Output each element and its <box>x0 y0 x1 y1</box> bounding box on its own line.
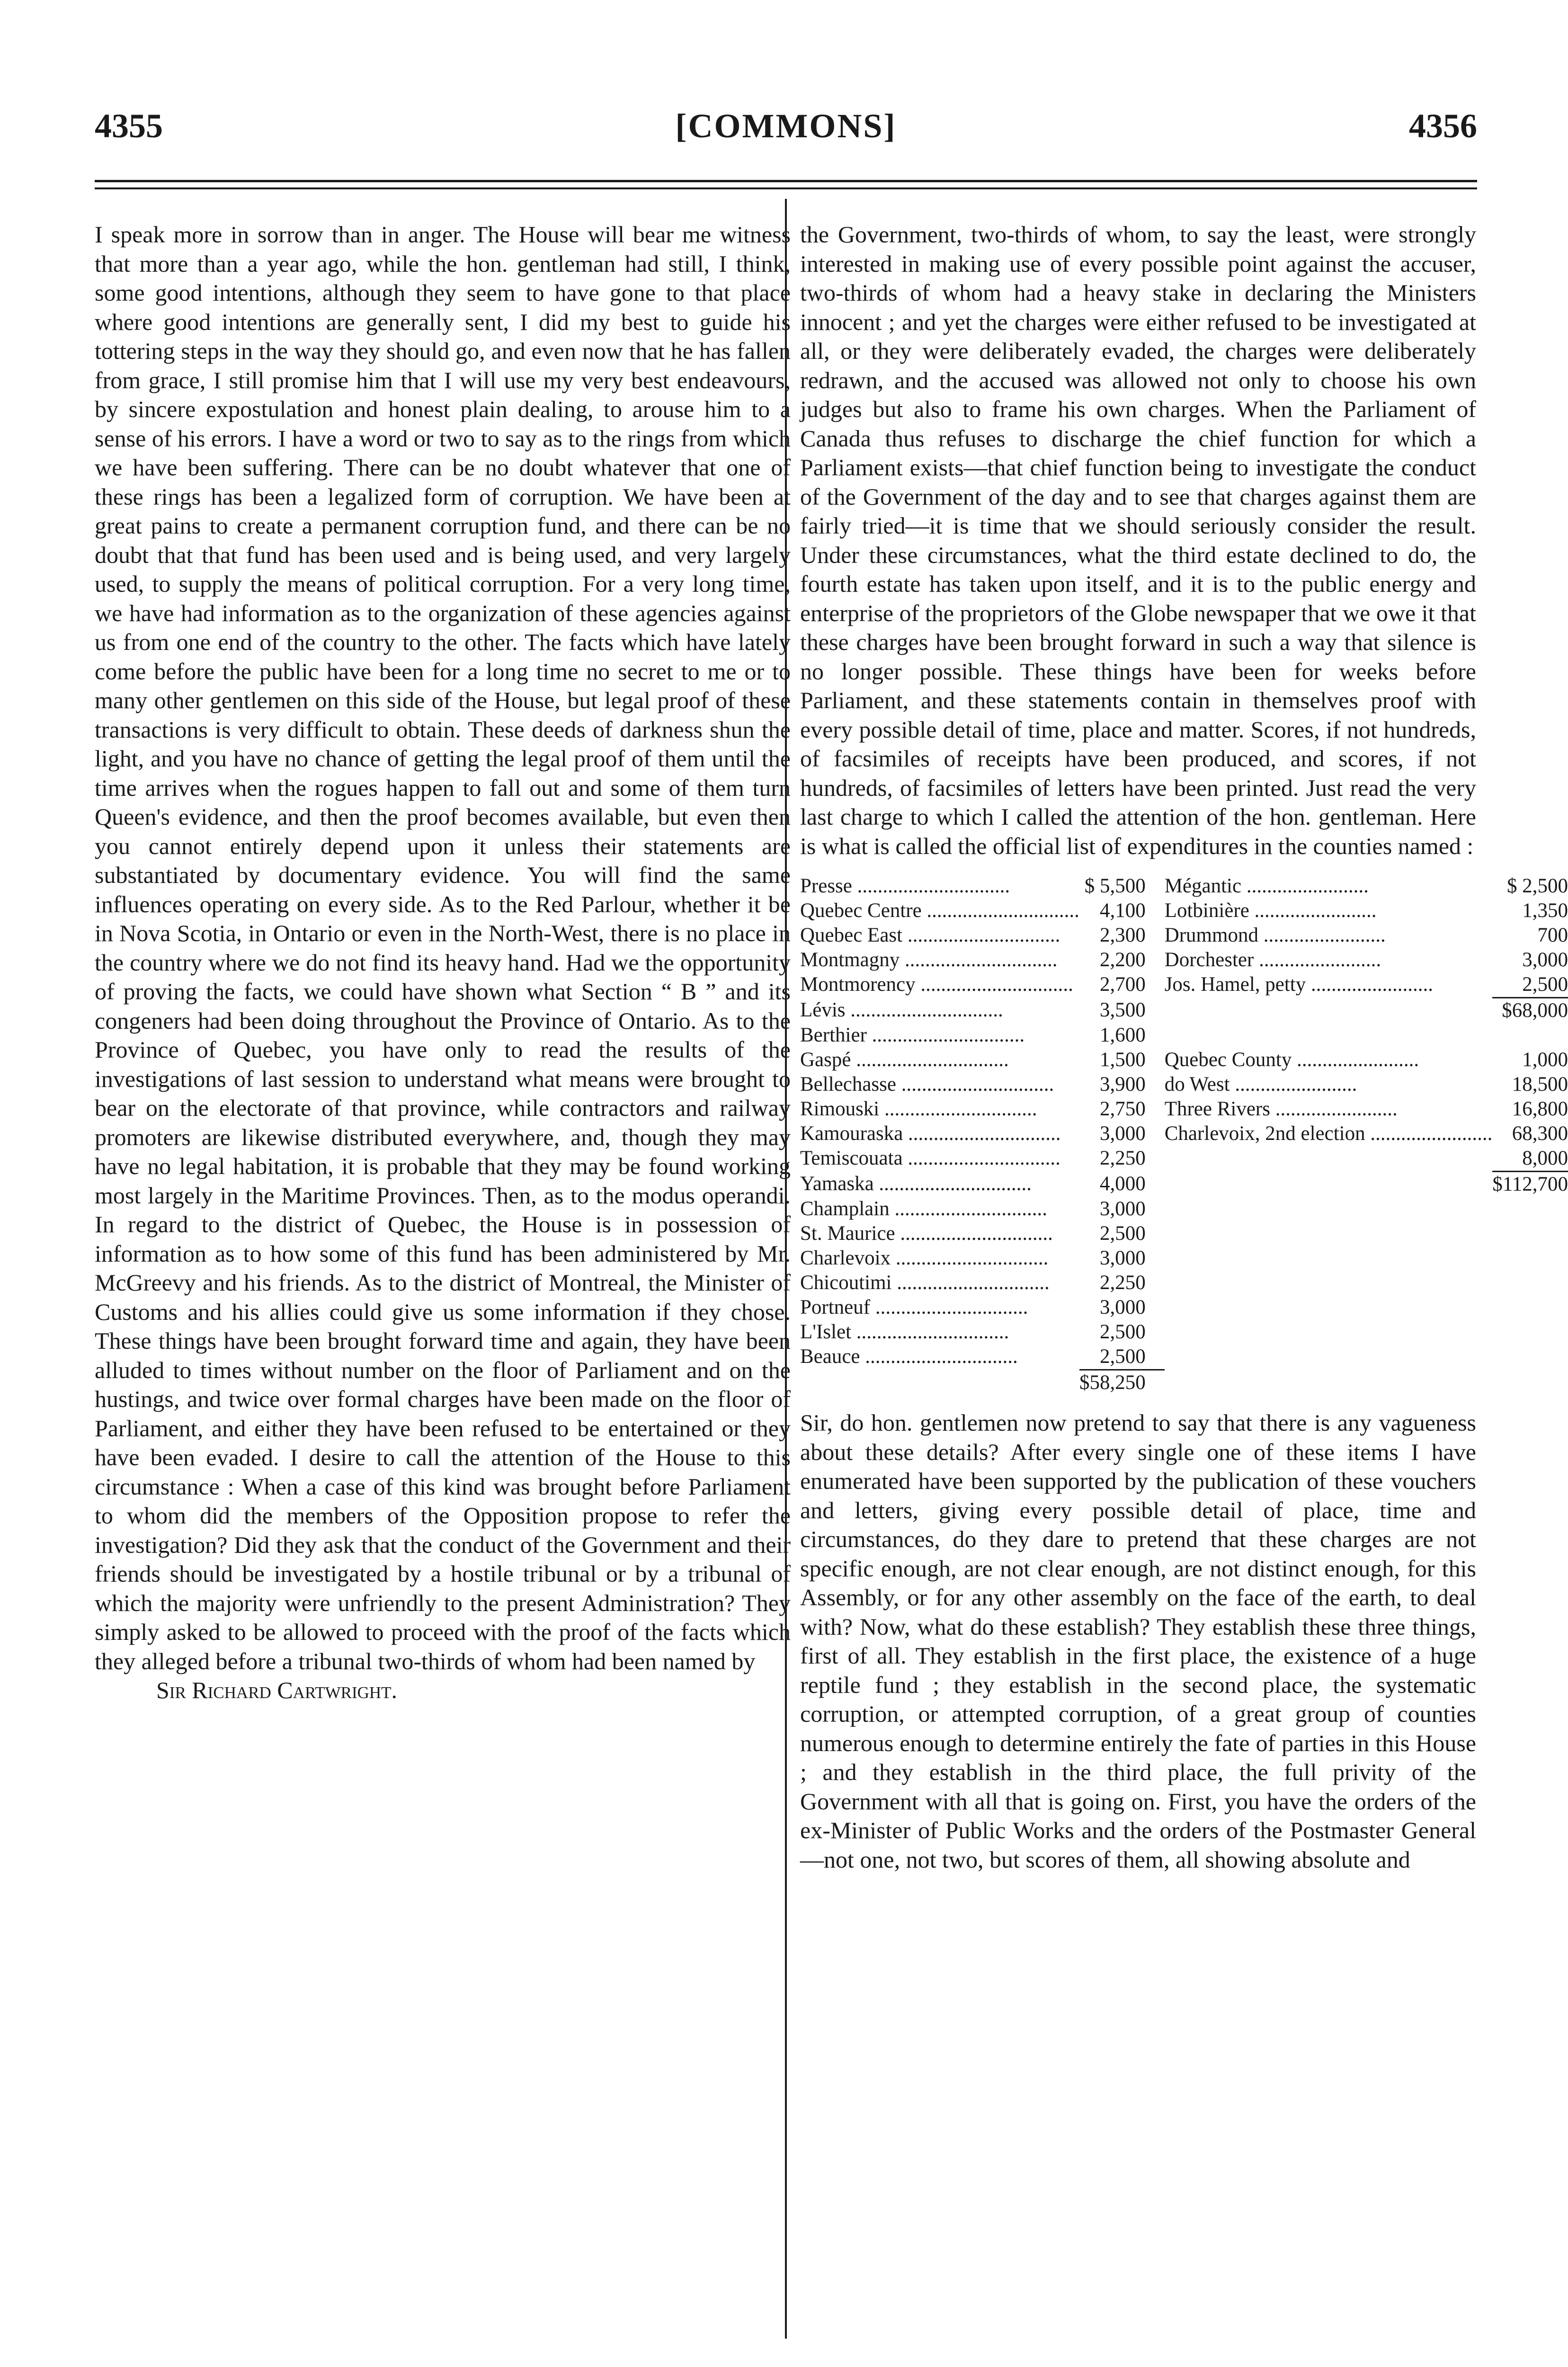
county-amount: 3,500 <box>1099 998 1146 1021</box>
speaker-name: Sir Richard Cartwright. <box>156 1677 398 1703</box>
running-head: [COMMONS] <box>675 107 897 145</box>
county-name: Charlevoix, 2nd election ........................ <box>1164 1122 1493 1145</box>
county-name: Montmorency .............................. <box>800 973 1073 996</box>
county-amount: 2,250 <box>1099 1272 1146 1294</box>
county-name: Mégantic ........................ <box>1164 875 1369 897</box>
county-amount: 2,250 <box>1099 1147 1146 1169</box>
ledger-spacer <box>1165 1295 1493 1320</box>
county-name: L'Islet .............................. <box>800 1321 1009 1343</box>
ledger-spacer <box>800 1370 1079 1396</box>
ledger-spacer <box>1492 1271 1568 1295</box>
ledger-row <box>800 899 1568 923</box>
county-amount: 2,200 <box>1099 949 1146 971</box>
ledger-spacer <box>1492 1295 1568 1320</box>
ledger-spacer <box>1165 1197 1493 1221</box>
ledger-row <box>800 1295 1568 1320</box>
ledger-spacer <box>1492 1344 1568 1369</box>
county-name: Beauce .............................. <box>800 1345 1018 1368</box>
ledger-row <box>800 1197 1568 1221</box>
county-name: Kamouraska .............................. <box>800 1122 1061 1145</box>
ledger-row <box>800 1146 1568 1172</box>
ledger-spacer <box>1492 1320 1568 1344</box>
ledger-spacer <box>1165 1271 1493 1295</box>
county-amount: 2,500 <box>1522 973 1568 996</box>
county-amount: 2,700 <box>1099 973 1146 996</box>
right-column <box>800 220 1568 1874</box>
ledger-row <box>800 1246 1568 1271</box>
county-name: Presse .............................. <box>800 875 1010 897</box>
county-name: Dorchester ........................ <box>1164 949 1381 971</box>
county-name: Berthier .............................. <box>800 1024 1025 1046</box>
county-amount: 1,600 <box>1099 1024 1146 1046</box>
county-name: Yamaska .............................. <box>800 1172 1032 1195</box>
county-amount: 3,000 <box>1099 1122 1146 1145</box>
right-paragraph-2: Sir, do hon. gentlemen now pretend to say that there is any vagueness about these details? After every single one of these items I have enumerated have been supported by the publication of these vouchers and letters, giving every possible detail of place, time and circumstances, do they dare to pretend that these charges are not specific enough, are not clear enough, are not distinct enough, for this Assembly, or for any other assembly on the face of the earth, to deal with? Now, what do these establish? They establish these three things, first of all. They establish in the first place, the existence of a huge reptile fund ; they establish in the second place, the systematic corruption, or attempted corruption, of a great group of counties numerous enough to determine entirely the fate of parties in this House ; and they establish in the third place, the full privity of the Government with all that is going on. First, you have the orders of the ex-Minister of Public Works and the orders of the Postmaster General—not one, not two, but scores of them, all showing absolute and <box>800 1409 1476 1873</box>
left-column <box>95 220 791 1705</box>
county-name: Jos. Hamel, petty ........................ <box>1164 973 1434 996</box>
county-amount: 3,900 <box>1099 1073 1146 1095</box>
county-name <box>1165 1172 1493 1197</box>
county-amount: 700 <box>1537 924 1568 946</box>
header-rule-top <box>95 180 1477 182</box>
county-amount: 68,300 <box>1512 1122 1568 1145</box>
ledger-spacer <box>1492 1370 1568 1396</box>
ledger-spacer <box>1165 1320 1493 1344</box>
county-name: Quebec County ........................ <box>1164 1049 1419 1071</box>
ledger-row <box>800 998 1568 1023</box>
county-name: Charlevoix .............................. <box>800 1247 1049 1269</box>
county-amount: 18,500 <box>1512 1073 1568 1095</box>
county-amount: 4,000 <box>1099 1172 1146 1195</box>
county-amount: 16,800 <box>1512 1098 1568 1120</box>
ledger-row <box>800 1048 1568 1072</box>
county-name: Chicoutimi .............................. <box>800 1272 1050 1294</box>
county-name: Temiscouata .............................. <box>800 1147 1060 1169</box>
county-amount: 8,000 <box>1522 1147 1568 1169</box>
ledger-spacer <box>1165 1344 1493 1369</box>
county-amount: 2,500 <box>1099 1321 1146 1343</box>
county-name: Lotbinière ........................ <box>1164 899 1377 922</box>
county-name: Three Rivers ........................ <box>1164 1098 1398 1120</box>
ledger-spacer <box>1165 1246 1493 1271</box>
ledger-spacer <box>1492 1023 1568 1048</box>
ledger-row <box>800 923 1568 948</box>
ledger-row <box>800 1172 1568 1197</box>
expenditure-table <box>800 874 1568 1395</box>
county-name: Drummond ........................ <box>1164 924 1386 946</box>
county-name: do West ........................ <box>1164 1073 1357 1095</box>
county-name: Montmagny .............................. <box>800 949 1058 971</box>
header-rule-bottom <box>95 187 1477 189</box>
ledger-row <box>800 972 1568 998</box>
county-amount: 2,300 <box>1099 924 1146 946</box>
county-name: Quebec East .............................. <box>800 924 1060 946</box>
ledger-spacer <box>1492 1246 1568 1271</box>
county-name: Portneuf .............................. <box>800 1296 1028 1318</box>
county-amount: 2,750 <box>1099 1098 1146 1120</box>
ledger-spacer <box>1165 1370 1493 1396</box>
county-name <box>1165 1146 1493 1172</box>
county-amount: 1,350 <box>1522 899 1568 922</box>
county-amount: $ 5,500 <box>1084 875 1146 897</box>
left-total: $58,250 <box>1079 1370 1165 1396</box>
county-amount: 4,100 <box>1099 899 1146 922</box>
county-name: St. Maurice .............................. <box>800 1222 1053 1245</box>
ledger-row <box>800 1097 1568 1121</box>
county-amount: 2,500 <box>1099 1345 1146 1368</box>
ledger-spacer <box>1165 1023 1493 1048</box>
left-paragraph: I speak more in sorrow than in anger. The House will bear me witness that more than a year ago, while the hon. gentleman had still, I think, some good intentions, although they seem to have gone to that place where good intentions are generally sent, I did my best to guide his tottering steps in the way they should go, and even now that he has fallen from grace, I still promise him that I will use my very best endeavours, by sincere expostulation and honest plain dealing, to arouse him to a sense of his errors. I have a word or two to say as to the rings from which we have been suffering. There can be no doubt whatever that one of these rings has been a legalized form of corruption. We have been at great pains to create a permanent corruption fund, and there can be no doubt that that fund has been used and is being used, and very largely used, to supply the means of political corruption. For a very long time, we have had information as to the organization of these agencies against us from one end of the country to the other. The facts which have lately come before the public have been for a long time no secret to me or to many other gentlemen on this side of the House, but legal proof of these transactions is very difficult to obtain. These deeds of darkness shun the light, and you have no chance of getting the legal proof of them until the time arrives when the rogues happen to fall out and some of them turn Queen's evidence, and then the proof becomes available, but even then you cannot entirely depend upon it unless their statements are substantiated by documentary evidence. You will find the same influences operating on every side. As to the Red Parlour, whether it be in Nova Scotia, in Ontario or even in the North-West, there is no place in the country where we do not find its heavy hand. Had we the opportunity of proving the facts, we could have shown what Section “ B ” and its congeners had been doing throughout the Province of Ontario. As to the Province of Quebec, you have only to read the results of the investigations of last session to understand what means were brought to bear on the electorate of that province, while contractors and railway promoters are likewise distributed everywhere, and, though they may have no legal habitation, it is probable that they may be found working most largely in the Maritime Provinces. Then, as to the modus operandi. In regard to the district of Quebec, the House is in possession of information as to how some of this fund has been administered by Mr. McGreevy and his friends. As to the district of Montreal, the Minister of Customs and his allies could give us some information if they chose. These things have been brought forward time and again, they have been alluded to times without number on the floor of Parliament and on the hustings, and twice over formal charges have been made on the floor of Parliament, and either they have been refused to be entertained or they have been evaded. I desire to call the attention of the House to this circumstance : When a case of this kind was brought before Parliament to whom did the members of the Opposition propose to refer the investigation? Did they ask that the conduct of the Government and their friends should be investigated by a hostile tribunal or by a tribunal of which the majority were unfriendly to the present Administration? They simply asked to be allowed to proceed with the proof of the facts which they alleged before a tribunal two-thirds of whom had been named by <box>95 221 791 1674</box>
ledger-spacer <box>1492 1197 1568 1221</box>
county-name: Champlain .............................. <box>800 1198 1047 1220</box>
county-name <box>1165 998 1493 1023</box>
county-name: Lévis .............................. <box>800 998 1003 1021</box>
county-amount: 3,000 <box>1099 1198 1146 1220</box>
county-amount: 1,000 <box>1522 1049 1568 1071</box>
county-amount: 2,500 <box>1099 1222 1146 1245</box>
county-amount: 3,000 <box>1099 1247 1146 1269</box>
page-number-left: 4355 <box>95 107 163 145</box>
page-header <box>95 95 1477 166</box>
county-amount: $ 2,500 <box>1507 875 1568 897</box>
county-name: Quebec Centre .............................. <box>800 899 1079 922</box>
ledger-row <box>800 1221 1568 1246</box>
ledger-spacer <box>1492 1221 1568 1246</box>
ledger-row <box>800 1121 1568 1146</box>
page-number-right: 4356 <box>1409 107 1477 145</box>
ledger-row <box>800 874 1568 899</box>
right-paragraph-1: the Government, two-thirds of whom, to say the least, were strongly interested in making use of every possible point against the accuser, two-thirds of whom had a heavy stake in declaring the Ministers innocent ; and yet the charges were either refused to be investigated at all, or they were deliberately evaded, the charges were deliberately redrawn, and the accused was allowed not only to choose his own judges but also to frame his own charges. When the Parliament of Canada thus refuses to discharge the chief function for which a Parliament exists—that chief function being to investigate the conduct of the Government of the day and to see that charges against them are fairly tried—it is time that we should seriously consider the result. Under these circumstances, what the third estate declined to do, the fourth estate has taken upon itself, and it is to the public energy and enterprise of the proprietors of the Globe newspaper that we owe it that these charges have been brought forward in such a way that silence is no longer possible. These things have been for weeks before Parliament, and these statements contain in themselves proof with every possible detail of time, place and matter. Scores, if not hundreds, of facsimiles of receipts have been produced, and scores, if not hundreds, of facsimiles of letters have been printed. Just read the very last charge to which I called the attention of the hon. gentleman. Here is what is called the official list of expenditures in the counties named : <box>800 221 1476 859</box>
ledger-row <box>800 1023 1568 1048</box>
ledger-row <box>800 1370 1568 1396</box>
right-total: $112,700 <box>1492 1172 1568 1197</box>
county-name: Bellechasse .............................. <box>800 1073 1054 1095</box>
right-subtotal: $68,000 <box>1492 998 1568 1023</box>
ledger-row <box>800 1271 1568 1295</box>
ledger-row <box>800 1344 1568 1369</box>
ledger-row <box>800 948 1568 972</box>
county-name: Gaspé .............................. <box>800 1049 1009 1071</box>
county-amount: 3,000 <box>1099 1296 1146 1318</box>
ledger-spacer <box>1165 1221 1493 1246</box>
county-amount: 3,000 <box>1522 949 1568 971</box>
county-name: Rimouski .............................. <box>800 1098 1037 1120</box>
ledger-row <box>800 1072 1568 1097</box>
ledger-row <box>800 1320 1568 1344</box>
county-amount: 1,500 <box>1099 1049 1146 1071</box>
